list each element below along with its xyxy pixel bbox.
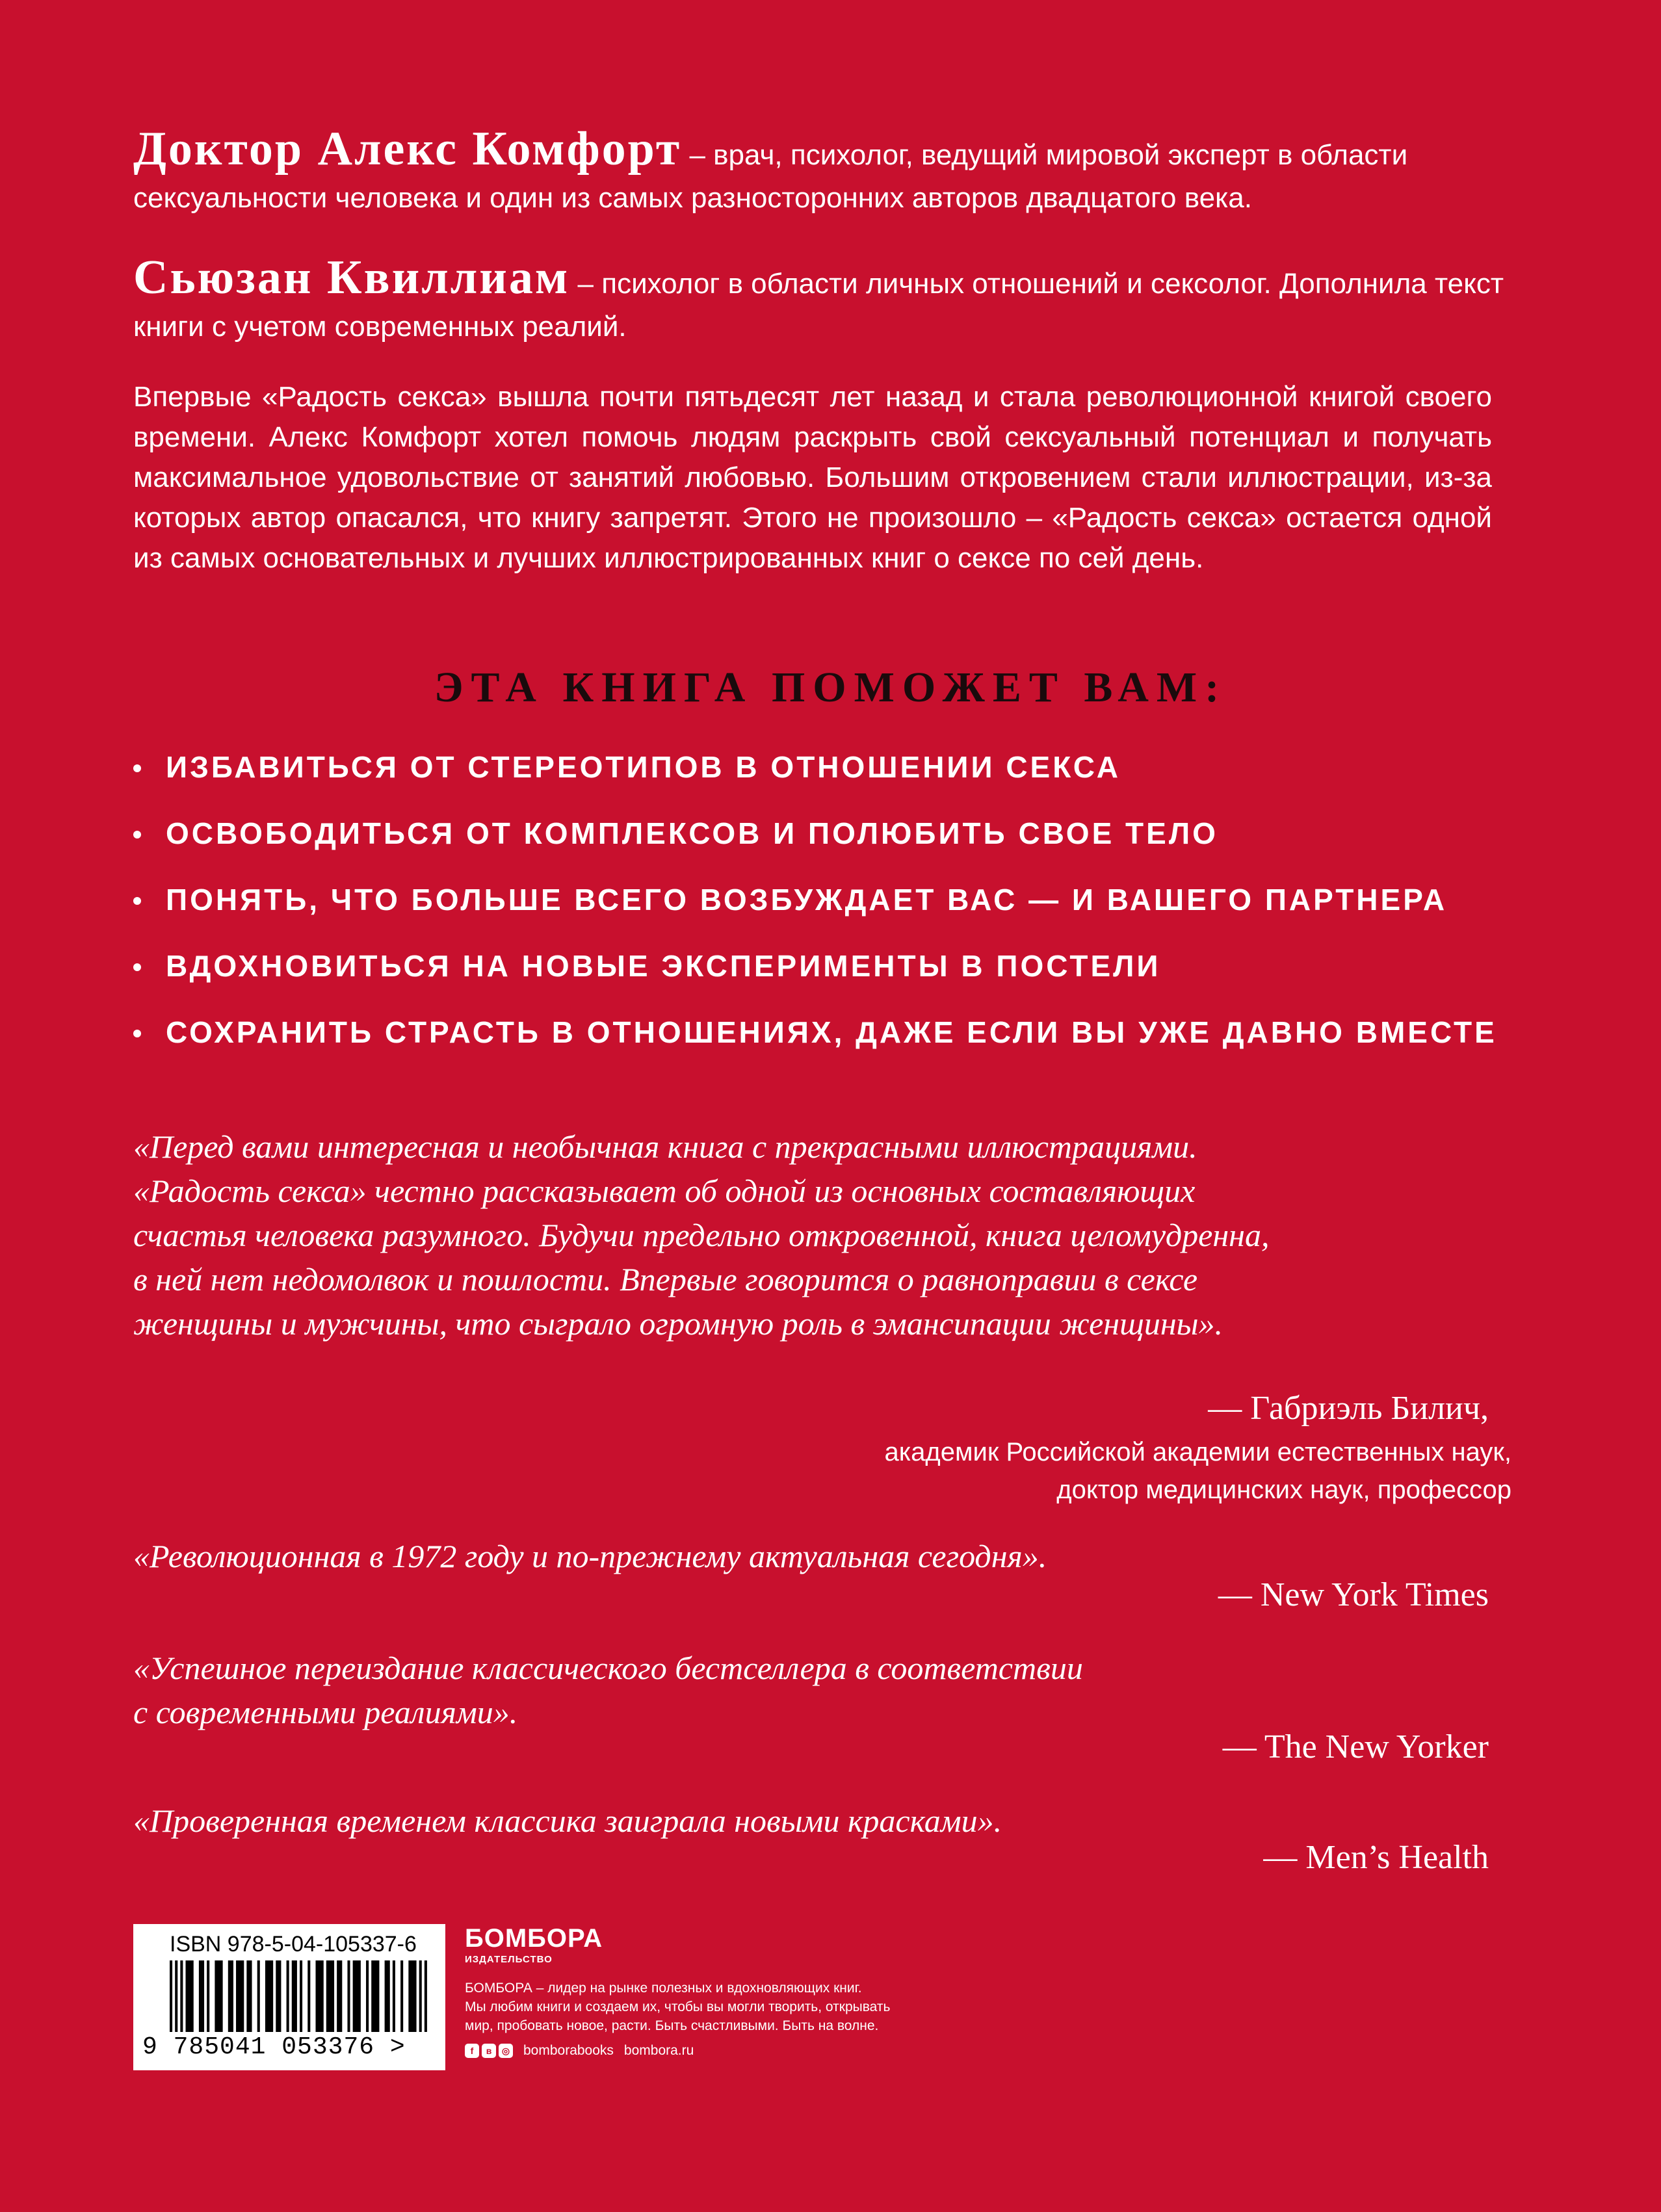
quote-author: — New York Times [1218,1576,1489,1613]
barcode-bar [385,1960,390,2032]
author-bio-comfort [133,122,1531,220]
quote-bilich [133,1125,1518,1346]
quote-author-role [885,1433,1511,1509]
quote-author: — Габриэль Билич, [1208,1390,1489,1427]
barcode-bar [366,1960,369,2032]
bullet-icon [133,963,141,971]
quote-line: счастья человека разумного. Будучи предельно откровенной, книга целомудренна, [133,1217,1270,1253]
role-line: доктор медицинских наук, профессор [1056,1476,1511,1504]
barcode-bar [207,1960,209,2032]
quote-nyt [133,1534,1518,1578]
benefit-text: ИЗБАВИТЬСЯ ОТ СТЕРЕОТИПОВ В ОТНОШЕНИИ СЕКСА [166,750,1121,784]
barcode-bar [180,1960,183,2032]
quote-mens-health [133,1799,1518,1843]
social-handle-link[interactable]: bomborabooks [523,2043,614,2058]
barcode-bar [257,1960,260,2032]
barcode-bar [408,1960,416,2032]
bullet-icon [133,1030,141,1037]
benefits-list [133,748,1563,1079]
bullet-icon [133,831,141,839]
barcode [170,1960,430,2032]
role-line: академик Российской академии естественных наук, [884,1438,1511,1466]
barcode-bar [315,1960,323,2032]
author-bio-quilliam [133,251,1531,348]
benefit-text: ОСВОБОДИТЬСЯ ОТ КОМПЛЕКСОВ И ПОЛЮБИТЬ СВОЕ ТЕЛО [166,816,1218,850]
quote-line: «Революционная в 1972 году и по-прежнему актуальная сегодня». [133,1538,1047,1574]
author-text: – врач, психолог, ведущий мировой эксперт в области сексуальности человека и один из самых разносторонних авторов двадцатого века. [133,139,1408,214]
barcode-bar [215,1960,222,2032]
quote-author: — The New Yorker [1222,1728,1489,1765]
publisher-block [465,1924,985,2059]
publisher-links [465,2043,985,2059]
benefit-item [133,880,1563,946]
benefit-item [133,1013,1563,1079]
barcode-bar [300,1960,302,2032]
barcode-bar [353,1960,361,2032]
facebook-icon[interactable]: f [465,2044,479,2058]
isbn-label: ISBN 978-5-04-105337-6 [170,1932,417,1957]
benefit-item [133,946,1563,1013]
author-name: Доктор Алекс Комфорт [133,122,682,176]
barcode-bar [199,1960,204,2032]
author-text: – психолог в области личных отношений и сексолог. Дополнила текст книги с учетом современных реалий. [133,268,1504,343]
barcode-bar [292,1960,297,2032]
barcode-bar [419,1960,422,2032]
benefit-text: ПОНЯТЬ, ЧТО БОЛЬШЕ ВСЕГО ВОЗБУЖДАЕТ ВАС — И ВАШЕГО ПАРТНЕРА [166,883,1448,917]
author-name: Сьюзан Квиллиам [133,251,570,304]
tagline-line: Мы любим книги и создаем их, чтобы вы могли творить, открывать [465,1999,891,2014]
quote-line: «Успешное переиздание классического бестселлера в соответствии [133,1650,1083,1686]
barcode-bar [236,1960,244,2032]
quote-line: в ней нет недомолвок и пошлости. Впервые говорится о равноправии в сексе [133,1261,1198,1297]
publisher-subtitle: ИЗДАТЕЛЬСТВО [465,1954,553,1965]
isbn-digits: 9 785041 053376 > [142,2033,406,2061]
barcode-bar [228,1960,233,2032]
barcode-bar [246,1960,252,2032]
site-link[interactable]: bombora.ru [623,2043,694,2058]
tagline-line: БОМБОРА – лидер на рынке полезных и вдохновляющих книг. [465,1981,862,1996]
barcode-bar [393,1960,395,2032]
barcode-bar [170,1960,172,2032]
instagram-icon[interactable]: ◎ [499,2044,513,2058]
quote-line: «Проверенная временем классика заиграла новыми красками». [133,1802,1002,1839]
benefit-text: ВДОХНОВИТЬСЯ НА НОВЫЕ ЭКСПЕРИМЕНТЫ В ПОСТЕЛИ [166,949,1161,983]
barcode-bar [326,1960,334,2032]
barcode-bar [175,1960,177,2032]
quote-author: — Men’s Health [1263,1839,1489,1876]
book-description [133,377,1492,579]
barcode-bar [307,1960,310,2032]
barcode-bar [276,1960,281,2032]
vk-icon[interactable]: в [482,2044,496,2058]
barcode-bar [185,1960,193,2032]
quote-line: «Перед вами интересная и необычная книга с прекрасными иллюстрациями. [133,1128,1197,1165]
quote-line: с современными реалиями». [133,1694,518,1730]
publisher-logo: БОМБОРА [465,1924,603,1953]
barcode-bar [347,1960,350,2032]
barcode-bar [337,1960,342,2032]
quote-new-yorker [133,1646,1518,1734]
description-text: Впервые «Радость секса» вышла почти пятьдесят лет назад и стала революционной книгой своего времени. Алекс Комфорт хотел помочь людям раскрыть свой сексуальный потенциал и получать максимальное удовольствие от занятий любовью. Большим откровением стали иллюстрации, из-за которых автор опасался, что книгу запретят. Этого не произошло – «Радость секса» остается одной из самых основательных и лучших иллюстрированных книг о сексе по сей день. [133,381,1492,574]
bullet-icon [133,897,141,905]
barcode-bar [371,1960,379,2032]
barcode-bar [425,1960,427,2032]
benefit-item [133,814,1563,880]
barcode-bar [265,1960,273,2032]
publisher-tagline [465,1979,985,2035]
benefit-text: СОХРАНИТЬ СТРАСТЬ В ОТНОШЕНИЯХ, ДАЖЕ ЕСЛИ ВЫ УЖЕ ДАВНО ВМЕСТЕ [166,1015,1497,1049]
benefits-heading: ЭТА КНИГА ПОМОЖЕТ ВАМ: [434,664,1227,711]
quote-line: «Радость секса» честно рассказывает об одной из основных составляющих [133,1173,1196,1209]
barcode-bar [400,1960,403,2032]
tagline-line: мир, пробовать новое, расти. Быть счастливыми. Быть на волне. [465,2018,879,2033]
barcode-bar [287,1960,289,2032]
isbn-barcode-box [133,1924,445,2070]
quote-line: женщины и мужчины, что сыграло огромную роль в эмансипации женщины». [133,1305,1223,1342]
bullet-icon [133,764,141,772]
benefit-item [133,748,1563,814]
